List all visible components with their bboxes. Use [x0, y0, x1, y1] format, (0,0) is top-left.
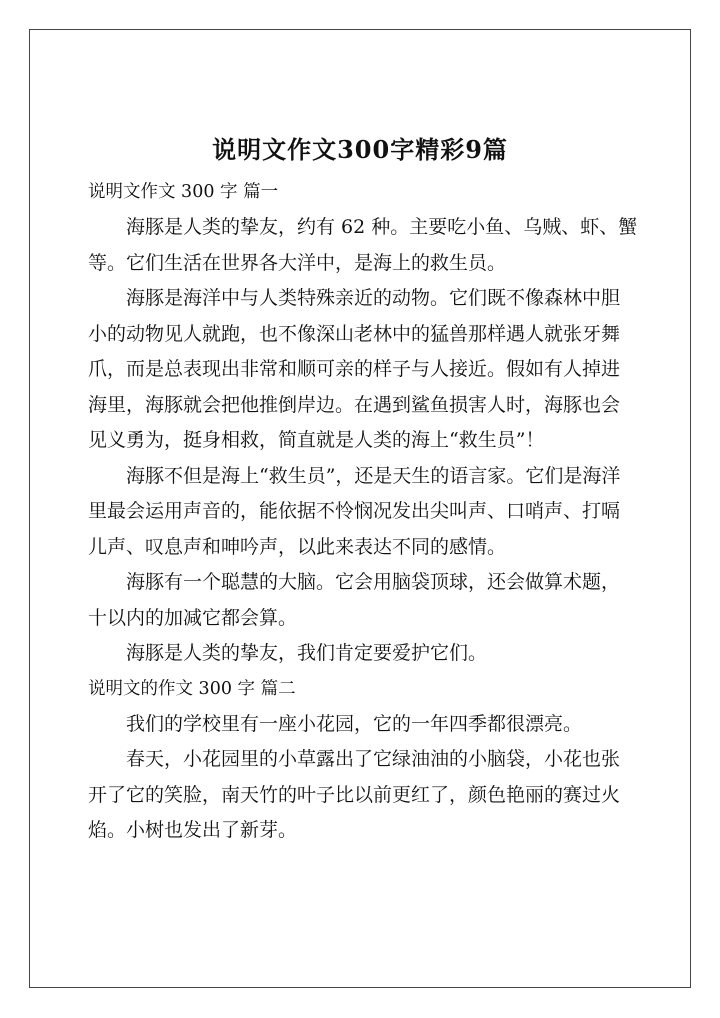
paragraph — [88, 281, 636, 459]
text-line: 海里，海豚就会把他推倒岸边。在遇到鲨鱼损害人时，海豚也会 — [88, 393, 621, 416]
section-heading: 说明文作文 300 字 篇一 — [88, 182, 279, 202]
text-line: 儿声、叹息声和呻吟声，以此来表达不同的感情。 — [88, 535, 507, 558]
text-line: 小的动物见人就跑，也不像深山老林中的猛兽那样遇人就张牙舞 — [88, 322, 621, 345]
paragraph — [88, 636, 636, 672]
paragraph — [88, 210, 636, 281]
document-title: 说明文作文300字精彩9篇 — [212, 135, 508, 165]
section-heading: 说明文的作文 300 字 篇二 — [88, 678, 296, 699]
document-body — [88, 175, 636, 849]
text-line: 我们的学校里有一座小花园，它的一年四季都很漂亮。 — [126, 712, 583, 735]
text-line: 海豚是人类的挚友，我们肯定要爱护它们。 — [126, 642, 488, 664]
text-line: 海豚有一个聪慧的大脑。它会用脑袋顶球，还会做算术题， — [126, 571, 621, 593]
text-line: 爪，而是总表现出非常和顺可亲的样子与人接近。假如有人掉进 — [88, 358, 621, 380]
text-line: 十以内的加减它都会算。 — [88, 606, 298, 629]
text-line: 焰。小树也发出了新芽。 — [88, 819, 298, 841]
paragraph — [88, 707, 636, 743]
paragraph — [88, 565, 636, 636]
paragraph — [88, 742, 636, 849]
paragraph — [88, 459, 636, 566]
text-line: 见义勇为，挺身相救，简直就是人类的海上“救生员”！ — [88, 429, 545, 451]
text-line: 春天，小花园里的小草露出了它绿油油的小脑袋，小花也张 — [126, 748, 621, 770]
text-line: 海豚是人类的挚友，约有 62 种。主要吃小鱼、乌贼、虾、蟹 — [126, 216, 638, 238]
text-line: 海豚不但是海上“救生员”，还是天生的语言家。它们是海洋 — [126, 464, 621, 487]
text-line: 里最会运用声音的，能依据不怜悯况发出尖叫声、口哨声、打嗝 — [88, 500, 621, 522]
text-line: 开了它的笑脸，南天竹的叶子比以前更红了，颜色艳丽的赛过火 — [88, 783, 621, 806]
text-line: 等。它们生活在世界各大洋中，是海上的救生员。 — [88, 251, 507, 274]
text-line: 海豚是海洋中与人类特殊亲近的动物。它们既不像森林中胆 — [126, 287, 621, 309]
